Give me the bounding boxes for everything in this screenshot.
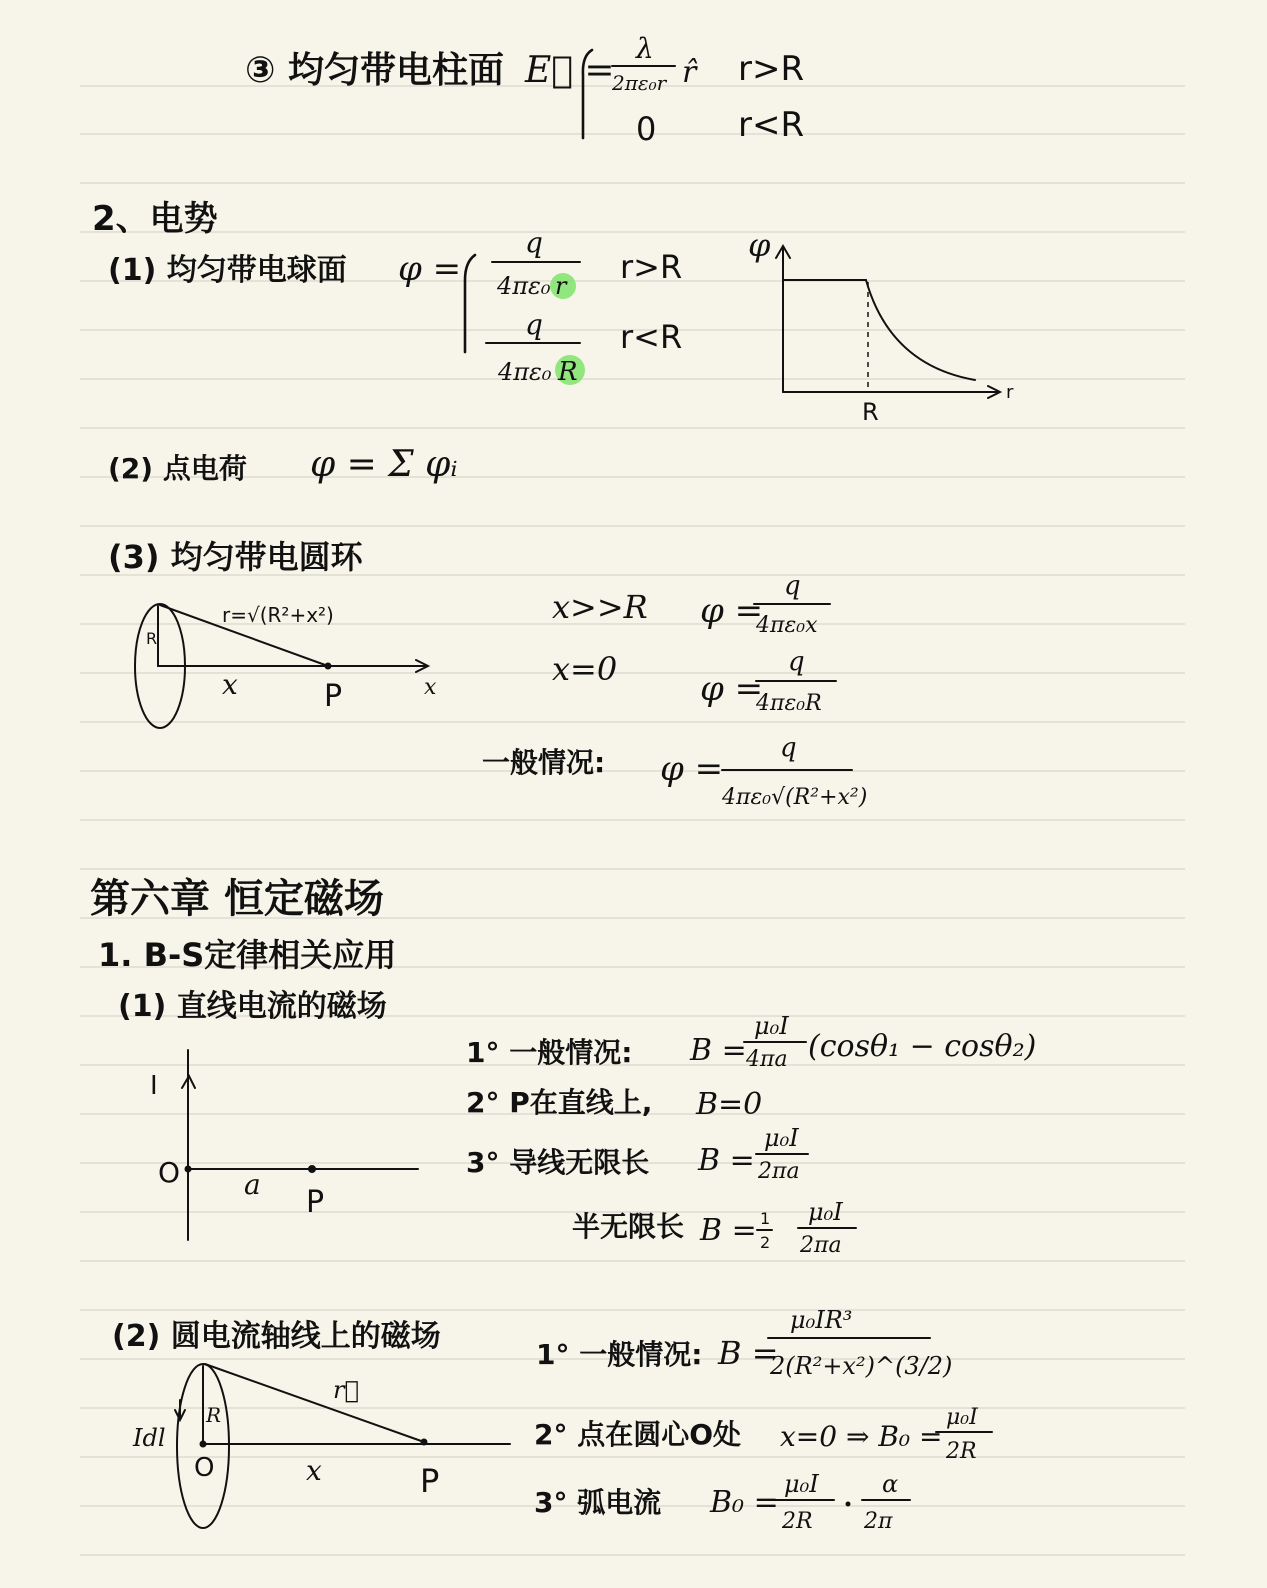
loop-case3-den2: 2π <box>864 1509 893 1534</box>
chapter-title: 第六章 恒定磁场 <box>90 876 384 922</box>
wire-case3-label: 3° 导线无限长 <box>466 1146 650 1179</box>
loop-section <box>112 1306 992 1534</box>
ring-center-den: 4πε₀R <box>756 691 822 716</box>
ring-general-den: 4πε₀√(R²+x²) <box>722 785 868 810</box>
ring-far-den: 4πε₀x <box>756 613 818 638</box>
loop-case3-label: 3° 弧电流 <box>534 1486 662 1519</box>
sphere-c1-num: q <box>525 226 543 259</box>
graph-x-axis <box>783 386 1000 398</box>
ring-general-label: 一般情况: <box>482 746 606 779</box>
ring-general-num: q <box>780 733 797 763</box>
sphere-c1-den-b: r <box>555 272 567 300</box>
sphere-c1-den-a: 4πε₀ <box>497 272 551 300</box>
loop-case1-den: 2(R²+x²)^(3/2) <box>770 1352 953 1380</box>
loop-case3-lhs: B₀ = <box>710 1485 779 1520</box>
cylinder-lhs: E⃗ = <box>525 50 615 91</box>
ring-axis <box>158 660 428 672</box>
cylinder-case1-den: 2πε₀r <box>612 71 667 95</box>
wire-case1-den: 4πa <box>746 1047 788 1072</box>
ring-center-lhs: φ = <box>700 669 764 709</box>
sphere-c1-cond: r>R <box>620 248 683 286</box>
loop-case2-label: 2° 点在圆心O处 <box>534 1418 742 1451</box>
graph-x-label: r <box>1006 382 1014 403</box>
loop-current-arrow <box>175 1400 185 1420</box>
ring-far-cond: x>>R <box>552 588 648 626</box>
loop-case1-lhs: B = <box>718 1334 779 1372</box>
ring-heading: (3) 均匀带电圆环 <box>108 538 363 576</box>
ring-far-num: q <box>784 571 801 601</box>
sphere-c2-num: q <box>525 308 543 341</box>
sphere-lhs: φ = <box>398 249 462 289</box>
sphere-heading: (1) 均匀带电球面 <box>108 253 347 288</box>
graph-y-label: φ <box>748 226 771 264</box>
wire-case1-tail: (cosθ₁ − cosθ₂) <box>808 1029 1037 1064</box>
loop-r-line <box>205 1364 424 1442</box>
wire-a-label: a <box>244 1168 261 1201</box>
graph-R-label: R <box>862 398 879 426</box>
wire-point-P <box>308 1165 316 1173</box>
wire-point-O <box>185 1166 192 1173</box>
potential-graph <box>748 226 1014 426</box>
wire-case2-val: B=0 <box>696 1087 763 1122</box>
loop-case3-num: μ₀I <box>784 1470 819 1498</box>
wire-case4-num: μ₀I <box>808 1198 843 1226</box>
wire-case1-num: μ₀I <box>754 1012 789 1040</box>
wire-case4-half-den: 2 <box>760 1233 771 1252</box>
bs-law-heading: 1. B-S定律相关应用 <box>98 936 397 974</box>
loop-case3-dot <box>846 1502 851 1507</box>
cylinder-case1-num: λ <box>636 32 654 65</box>
wire-O-label: O <box>158 1156 181 1189</box>
ring-P-label: P <box>324 679 343 714</box>
magnetism-section <box>90 876 1036 1258</box>
ring-center-cond: x=0 <box>552 650 618 688</box>
cylinder-heading: ③ 均匀带电柱面 <box>245 50 505 91</box>
point-charge-heading: (2) 点电荷 <box>108 452 247 485</box>
loop-r-label: r⃗ <box>333 1376 359 1404</box>
wire-case3-den: 2πa <box>758 1159 800 1184</box>
cylinder-case1-cond: r>R <box>738 49 805 89</box>
loop-point-P <box>421 1439 428 1446</box>
loop-case1-num: μ₀IR³ <box>790 1306 853 1334</box>
wire-case3-lhs: B = <box>698 1143 755 1178</box>
loop-case2-den: 2R <box>946 1439 977 1464</box>
cylinder-case1-dir: r̂ <box>682 55 697 90</box>
loop-x-label: x <box>306 1454 322 1487</box>
ring-R-label: R <box>146 629 158 648</box>
ring-far-lhs: φ = <box>700 591 764 631</box>
wire-case1-lhs: B = <box>690 1033 747 1068</box>
wire-heading: (1) 直线电流的磁场 <box>118 989 387 1024</box>
wire-I-label: I <box>150 1071 158 1101</box>
wire-case4-half-num: 1 <box>760 1209 771 1228</box>
loop-center-O <box>200 1441 207 1448</box>
ring-r-label: r=√(R²+x²) <box>222 603 334 627</box>
cylinder-case2-val: 0 <box>636 110 657 148</box>
point-charge-formula: φ = Σ φᵢ <box>310 444 458 485</box>
graph-y-axis <box>776 246 790 392</box>
loop-R-label: R <box>206 1403 222 1427</box>
loop-case2-num: μ₀I <box>946 1405 978 1430</box>
loop-case2-cond: x=0 ⇒ B₀ = <box>780 1420 943 1453</box>
loop-Idl-label: Idl <box>133 1424 166 1452</box>
ring-axis-label: x <box>424 675 437 700</box>
ring-point-P <box>325 663 332 670</box>
wire-case2-label: 2° P在直线上, <box>466 1086 653 1119</box>
loop-O-label: O <box>194 1453 215 1483</box>
ring-general-lhs: φ = <box>660 749 724 789</box>
potential-section <box>92 199 1014 426</box>
cylinder-section <box>245 32 804 148</box>
loop-case3-den: 2R <box>782 1509 813 1534</box>
loop-P-label: P <box>420 1462 440 1500</box>
wire-case4-lhs: B = <box>700 1213 757 1248</box>
ring-center-num: q <box>788 647 805 677</box>
wire-P-label: P <box>306 1185 325 1220</box>
potential-title: 2、电势 <box>92 199 218 239</box>
wire-case1-label: 1° 一般情况: <box>466 1036 633 1069</box>
loop-heading: (2) 圆电流轴线上的磁场 <box>112 1319 441 1354</box>
ring-x-label: x <box>222 668 238 701</box>
sphere-brace <box>465 255 475 352</box>
loop-case1-label: 1° 一般情况: <box>536 1338 703 1371</box>
ring-section <box>108 444 867 810</box>
sphere-c2-den-b: R <box>558 357 578 387</box>
sphere-c2-cond: r<R <box>620 318 683 356</box>
loop-case3-num2: α <box>882 1470 899 1498</box>
wire-case4-den: 2πa <box>800 1233 842 1258</box>
wire-case4-label: 半无限长 <box>572 1210 685 1243</box>
sphere-c2-den-a: 4πε₀ <box>498 358 552 386</box>
wire-case3-num: μ₀I <box>764 1124 799 1152</box>
cylinder-case2-cond: r<R <box>738 105 805 145</box>
